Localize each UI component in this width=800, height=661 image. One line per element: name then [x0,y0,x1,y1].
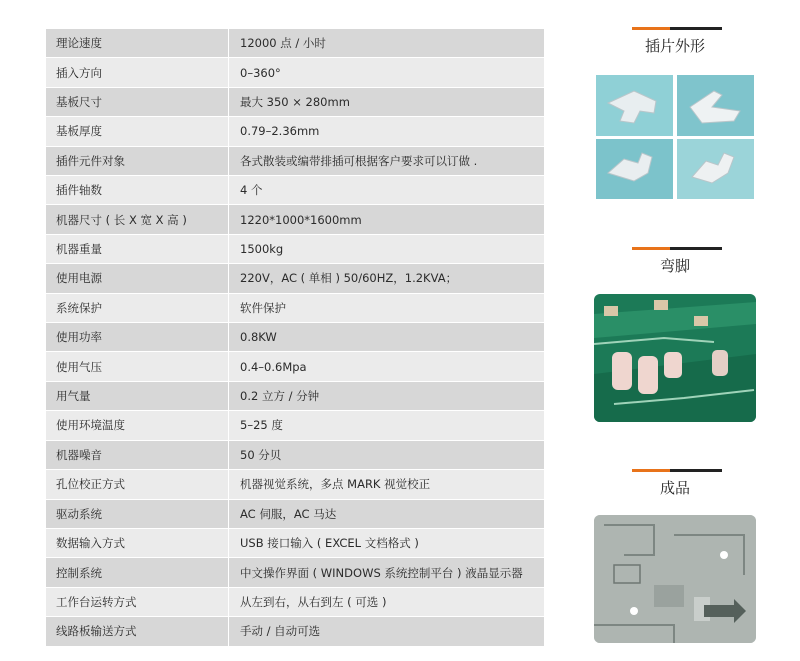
spec-row [46,146,544,175]
spec-label: 系统保护 [46,293,229,322]
spec-value: 手动 / 自动可选 [229,617,545,646]
spec-value: 软件保护 [229,293,545,322]
spec-label: 理论速度 [46,29,229,58]
spec-row [46,29,544,58]
spec-value: 机器视觉系统，多点 MARK 视觉校正 [229,470,545,499]
spec-label: 使用气压 [46,352,229,381]
spec-value: 220V，AC ( 单相 ) 50/60HZ，1.2KVA； [229,264,545,293]
spec-value: 0.79–2.36mm [229,117,545,146]
spec-row [46,617,544,646]
spec-label: 控制系统 [46,558,229,587]
spec-row [46,176,544,205]
spec-label: 孔位校正方式 [46,470,229,499]
spec-value: 5–25 度 [229,411,545,440]
spec-row [46,587,544,616]
spec-row [46,293,544,322]
spec-label: 使用电源 [46,264,229,293]
spec-label: 工作台运转方式 [46,587,229,616]
spec-row [46,411,544,440]
spec-label: 机器噪音 [46,440,229,469]
spec-value: 各式散装或编带排插可根据客户要求可以订做 . [229,146,545,175]
spec-row [46,470,544,499]
spec-row [46,440,544,469]
spec-row [46,117,544,146]
spec-label: 插入方向 [46,58,229,87]
spec-value: 最大 350 × 280mm [229,87,545,116]
spec-label: 用气量 [46,381,229,410]
section-title: 插片外形 [644,37,705,55]
spec-row [46,381,544,410]
spec-row [46,499,544,528]
spec-row [46,58,544,87]
bent-pin-photo [594,294,756,422]
spec-label: 线路板输送方式 [46,617,229,646]
spec-value: 4 个 [229,176,545,205]
spec-label: 机器尺寸 ( 长 X 宽 X 高 ) [46,205,229,234]
spec-label: 使用环境温度 [46,411,229,440]
spec-label: 插件元件对象 [46,146,229,175]
accent-divider [632,247,722,250]
spec-label: 使用功率 [46,323,229,352]
sidebar [594,0,756,661]
spec-value: 0–360° [229,58,545,87]
spec-value: 从左到右，从右到左 ( 可选 ) [229,587,545,616]
spec-value: 1220*1000*1600mm [229,205,545,234]
spec-table [46,29,544,647]
terminal-shape-photo [594,73,756,201]
spec-label: 基板尺寸 [46,87,229,116]
accent-divider [632,469,722,472]
section-title: 成品 [659,479,690,497]
spec-row [46,352,544,381]
spec-label: 数据输入方式 [46,528,229,557]
spec-label: 基板厚度 [46,117,229,146]
spec-value: 50 分贝 [229,440,545,469]
spec-row [46,528,544,557]
spec-value: AC 伺服，AC 马达 [229,499,545,528]
spec-value: 12000 点 / 小时 [229,29,545,58]
spec-value: 中文操作界面 ( WINDOWS 系统控制平台 ) 液晶显示器 [229,558,545,587]
accent-divider [632,27,722,30]
spec-row [46,205,544,234]
spec-label: 机器重量 [46,234,229,263]
spec-label: 驱动系统 [46,499,229,528]
spec-row [46,234,544,263]
spec-value: 0.2 立方 / 分钟 [229,381,545,410]
spec-value: 1500kg [229,234,545,263]
spec-row [46,264,544,293]
spec-row [46,87,544,116]
section-title: 弯脚 [659,257,690,275]
spec-label: 插件轴数 [46,176,229,205]
finished-product-photo [594,515,756,643]
spec-value: 0.8KW [229,323,545,352]
spec-value: 0.4–0.6Mpa [229,352,545,381]
spec-row [46,323,544,352]
spec-value: USB 接口输入 ( EXCEL 文档格式 ) [229,528,545,557]
spec-row [46,558,544,587]
